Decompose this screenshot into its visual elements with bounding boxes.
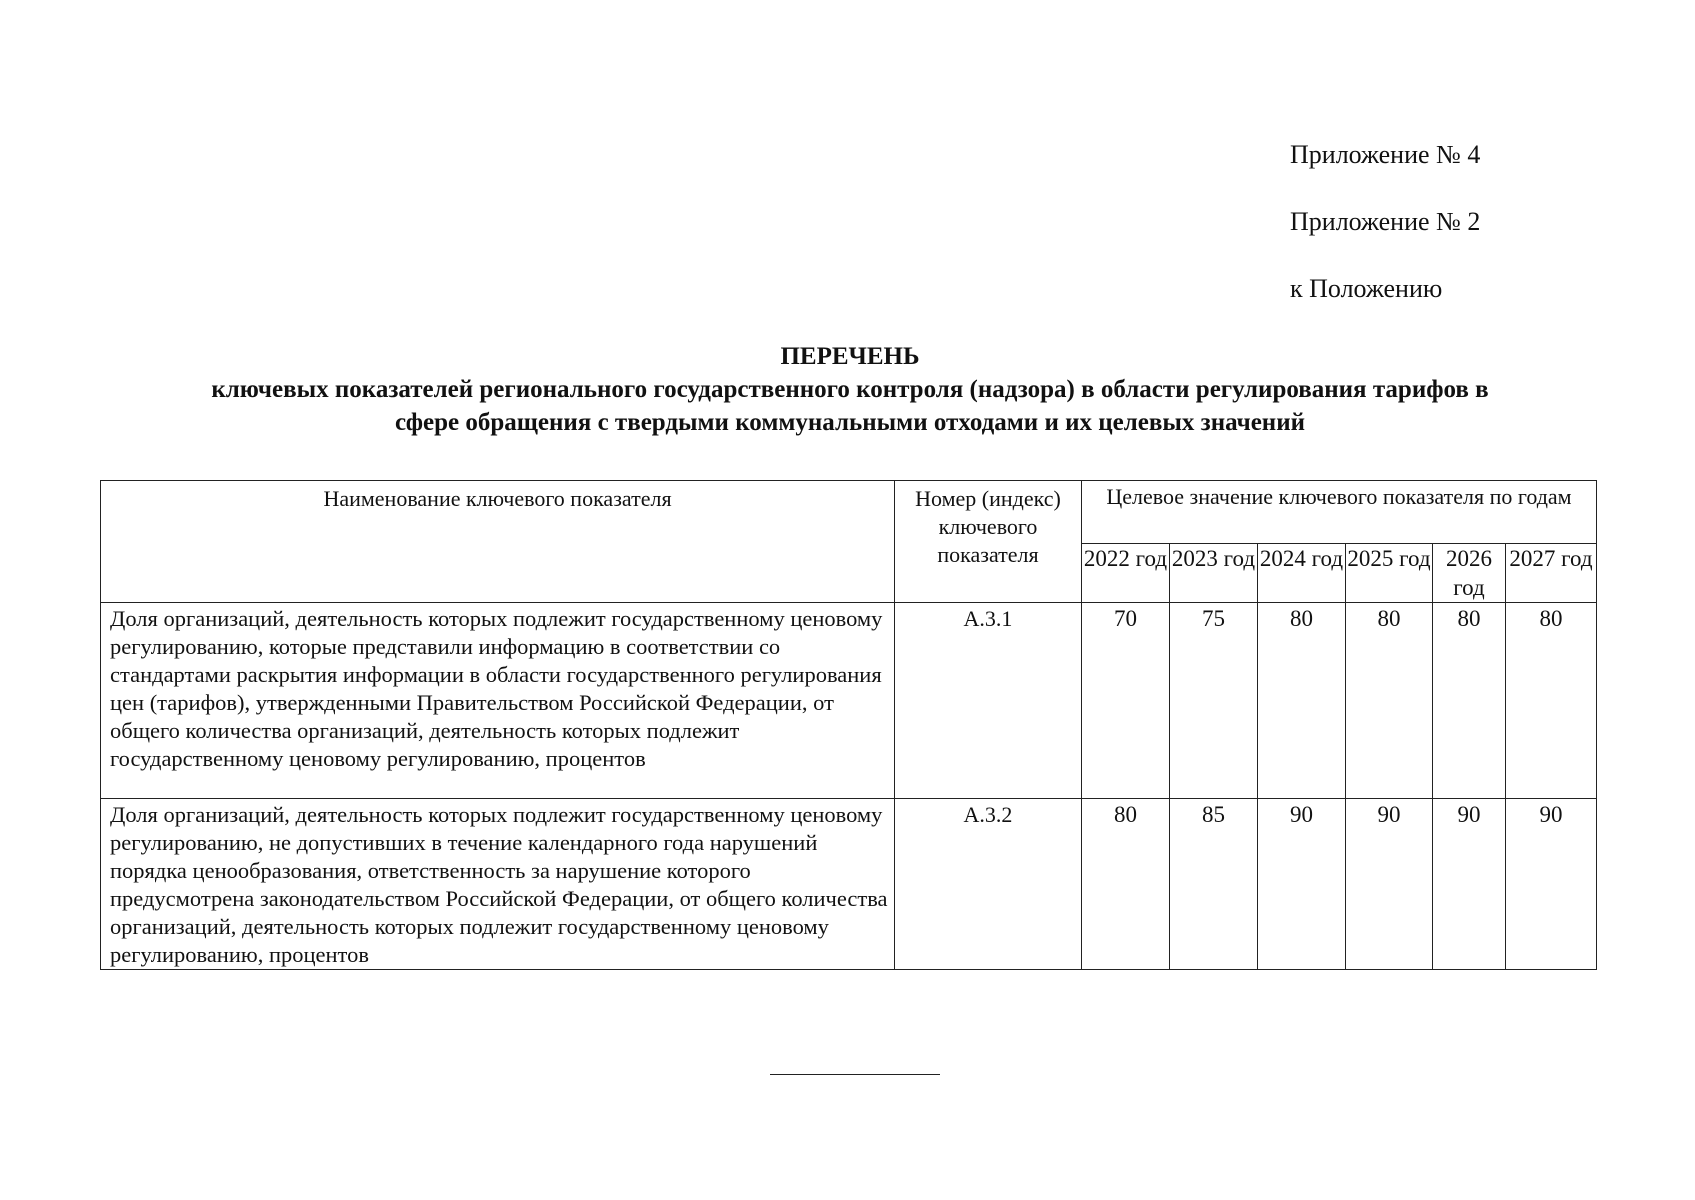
value-cell-2024: 90	[1258, 799, 1346, 970]
appendix-to-regulation: к Положению	[1290, 274, 1443, 303]
value-cell-2023: 75	[1170, 603, 1258, 799]
value-cell-2022: 80	[1082, 799, 1170, 970]
end-divider-line	[770, 1074, 940, 1075]
table-row	[101, 603, 1597, 799]
indicator-name-cell: Доля организаций, деятельность которых подлежит государственному ценовому регулированию, которые представили информацию в соответствии со стандартами раскрытия информации в области государственного регулирования цен (тарифов), утвержденными Правительством Российской Федерации, от общего количества организаций, деятельность которых подлежит государственному ценовому регулированию, процентов	[101, 603, 895, 799]
title-line-2: сфере обращения с твердыми коммунальными отходами и их целевых значений	[394, 409, 1306, 436]
value-cell-2026: 90	[1433, 799, 1506, 970]
value-cell-2025: 90	[1346, 799, 1433, 970]
indicator-index-cell: А.3.1	[895, 603, 1082, 799]
value-cell-2023: 85	[1170, 799, 1258, 970]
header-target-value: Целевое значение ключевого показателя по годам	[1082, 481, 1597, 544]
title-main: ПЕРЕЧЕНЬ	[780, 343, 920, 370]
indicator-name-cell: Доля организаций, деятельность которых подлежит государственному ценовому регулированию, не допустивших в течение календарного года нарушений порядка ценообразования, ответственность за нарушение которого предусмотрена законодательством Российской Федерации, от общего количества организаций, деятельность которых подлежит государственному ценовому регулированию, процентов	[101, 799, 895, 970]
value-cell-2024: 80	[1258, 603, 1346, 799]
header-year-2022: 2022 год	[1082, 544, 1170, 603]
value-cell-2022: 70	[1082, 603, 1170, 799]
document-title	[100, 340, 1600, 439]
header-year-2027: 2027 год	[1506, 544, 1597, 603]
appendix-number-2: Приложение № 2	[1290, 207, 1481, 236]
value-cell-2025: 80	[1346, 603, 1433, 799]
table-row	[101, 799, 1597, 970]
value-cell-2027: 90	[1506, 799, 1597, 970]
title-line-1: ключевых показателей регионального государственного контроля (надзора) в области регулирования тарифов в	[211, 376, 1489, 403]
header-indicator-index: Номер (индекс) ключевого показателя	[895, 481, 1082, 603]
header-year-2023: 2023 год	[1170, 544, 1258, 603]
header-year-2026: 2026 год	[1433, 544, 1506, 603]
value-cell-2026: 80	[1433, 603, 1506, 799]
header-year-2024: 2024 год	[1258, 544, 1346, 603]
appendix-number-4: Приложение № 4	[1290, 140, 1481, 169]
header-year-2025: 2025 год	[1346, 544, 1433, 603]
kpi-table	[100, 480, 1597, 970]
header-indicator-name: Наименование ключевого показателя	[101, 481, 895, 603]
value-cell-2027: 80	[1506, 603, 1597, 799]
indicator-index-cell: А.3.2	[895, 799, 1082, 970]
